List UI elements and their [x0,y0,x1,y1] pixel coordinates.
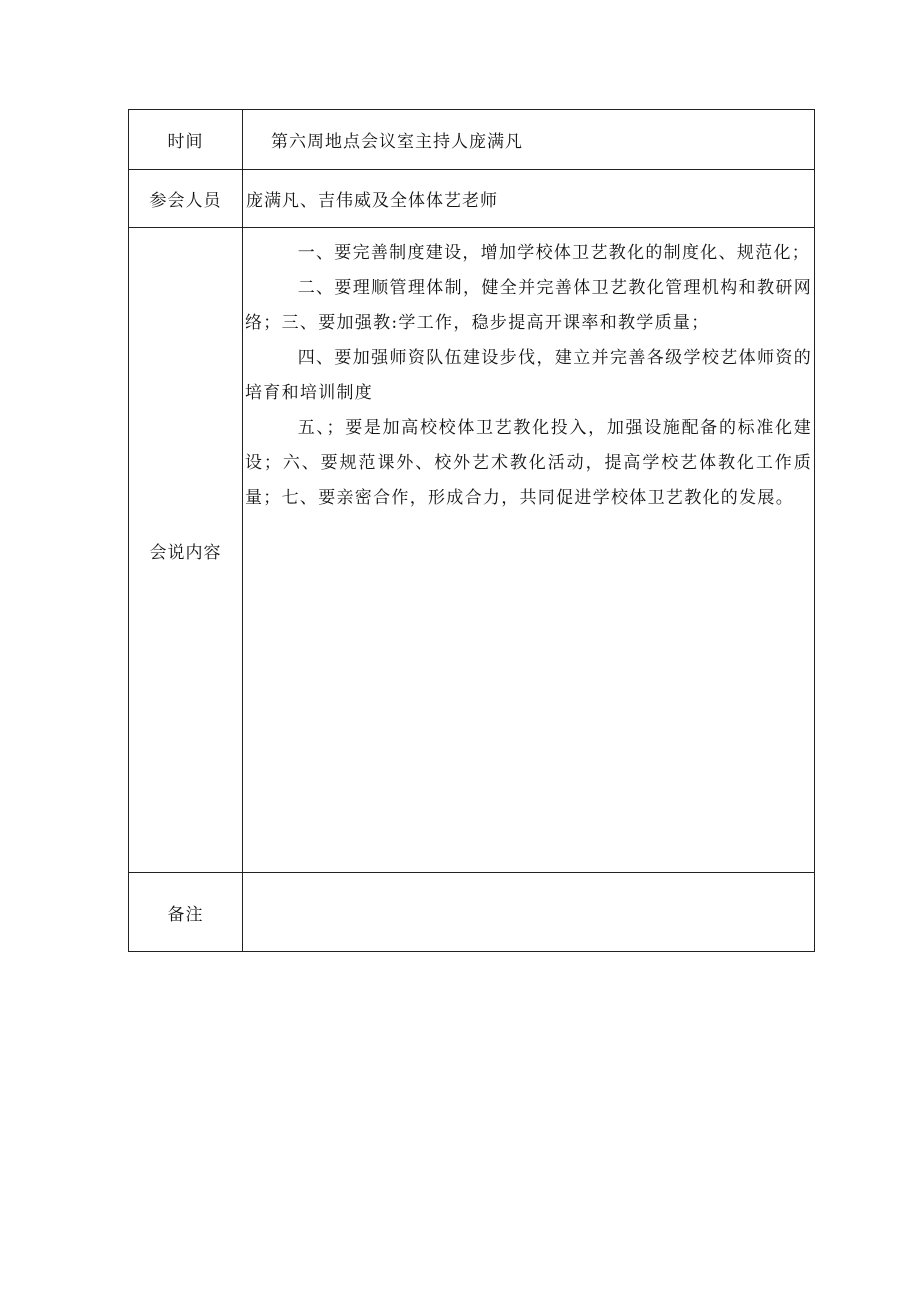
content-row [129,228,815,873]
time-row [129,110,815,170]
content-label: 会说内容 [129,228,243,873]
content-paragraph: 五、；要是加高校校体卫艺教化投入，加强设施配备的标准化建设；六、要规范课外、校外艺术教化活动，提高学校艺体教化工作质量；七、要亲密合作，形成合力，共同促进学校体卫艺教化的发展。 [245,418,812,508]
time-value: 第六周地点会议室主持人庞满凡 [243,110,815,170]
notes-label: 备注 [129,873,243,952]
content-paragraph: 四、要加强师资队伍建设步伐，建立并完善各级学校艺体师资的培育和培训制度 [245,348,812,403]
attendees-value: 庞满凡、吉伟威及全体体艺老师 [243,170,815,228]
content-paragraph: 二、要理顺管理体制，健全并完善体卫艺教化管理机构和教研网络；三、要加强教:学工作，稳步提高开课率和教学质量； [245,278,812,333]
meeting-record-table [128,109,815,952]
attendees-row [129,170,815,228]
content-cell [243,228,815,873]
content-paragraph: 一、要完善制度建设，增加学校体卫艺教化的制度化、规范化； [297,243,811,263]
notes-value [243,873,815,952]
time-label: 时间 [129,110,243,170]
attendees-label: 参会人员 [129,170,243,228]
notes-row [129,873,815,952]
